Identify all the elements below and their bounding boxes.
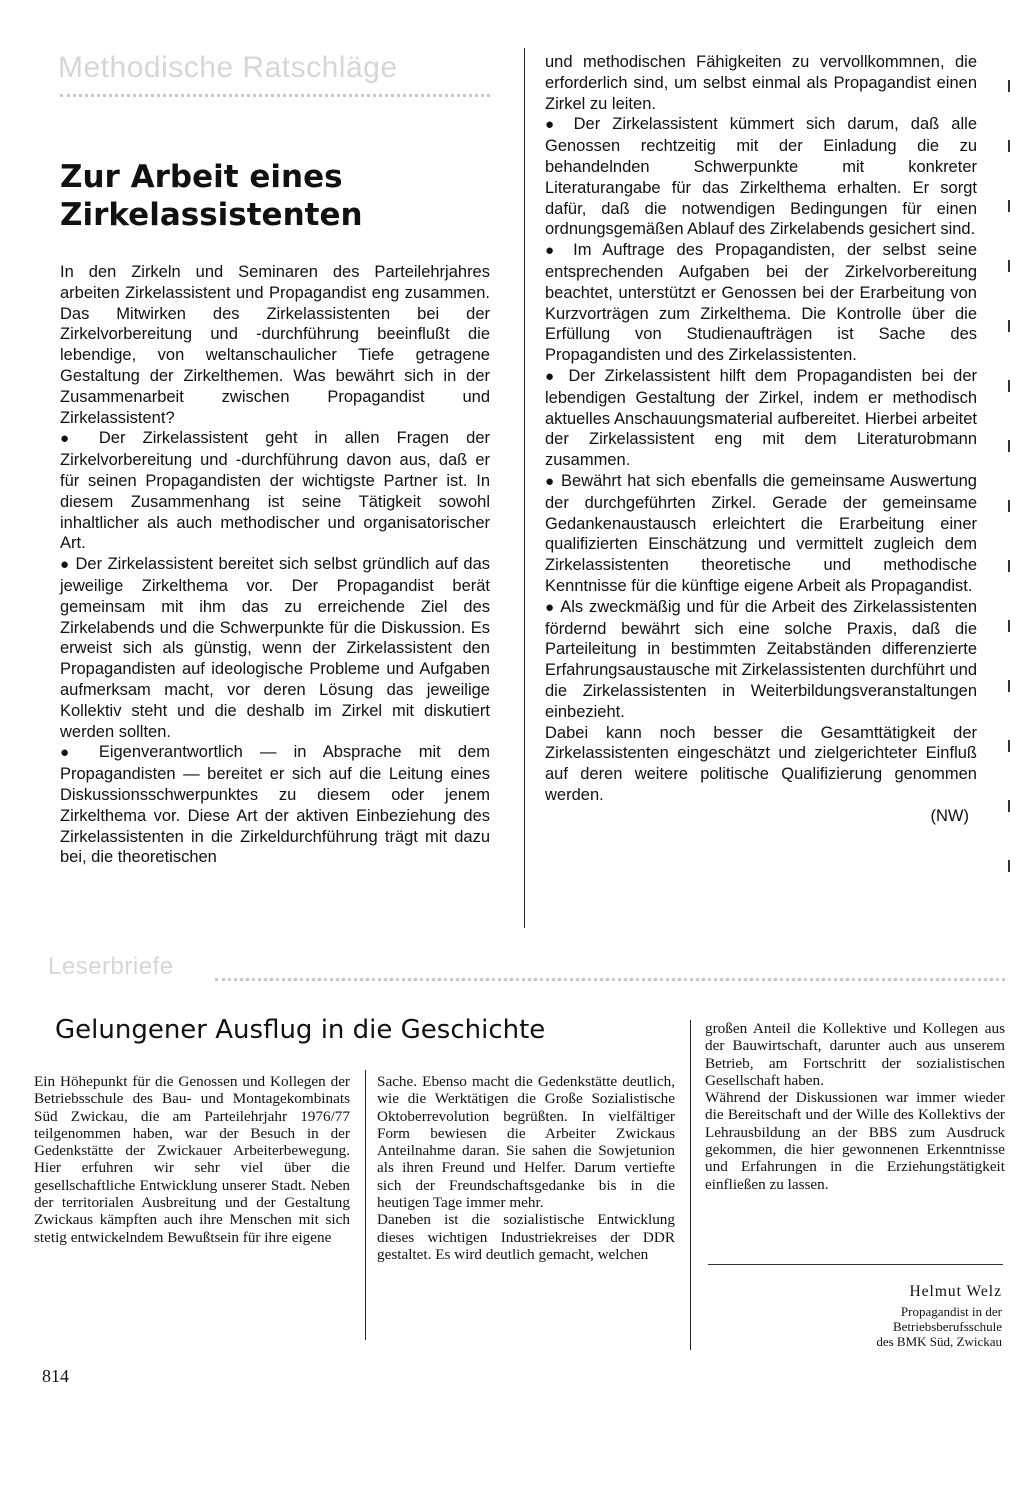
revision-mark bbox=[1008, 260, 1010, 272]
revision-mark bbox=[1008, 500, 1010, 512]
author-role-line: Propagandist in der bbox=[900, 1304, 1002, 1319]
section-header-2-rule bbox=[215, 978, 1005, 981]
list-item bbox=[60, 742, 490, 868]
article-right-column bbox=[545, 52, 977, 826]
letter-column-3 bbox=[705, 1020, 1005, 1193]
article-title-line-1: Zur Arbeit eines bbox=[60, 159, 343, 195]
article-title-line-2: Zirkelassistenten bbox=[60, 197, 363, 233]
list-item bbox=[545, 240, 977, 366]
list-item-text: Bewährt hat sich ebenfalls die gemeinsame Auswertung der durchgeführten Zirkel. Gerade der gemeinsame Gedankenaustausch erleichtert die Erarbeitung einer qualifizierten Einschätzung und vermittelt zugleich dem Zirkelassistenten theoretische und methodische Kenntnisse für die künftige eigene Arbeit als Propagandist. bbox=[545, 471, 977, 595]
list-item-text: Als zweckmäßig und für die Arbeit des Zirkelassistenten fördernd bewährt sich eine solche Praxis, daß die Parteileitung in bestimmten Zeitabständen differenzierte Erfahrungsaustausche mit Zirkelassistenten durchführt und die Zirkelassistenten in Weiterbildungsveranstaltungen einbezieht. bbox=[545, 597, 978, 721]
author-role-line: Betriebsberufsschule bbox=[892, 1319, 1002, 1334]
continued-paragraph: und methodischen Fähigkeiten zu vervollkommnen, die erforderlich sind, um selbst einmal als Propagandist einen Zirkel zu leiten. bbox=[545, 53, 977, 113]
article-2-title: Gelungener Ausflug in die Geschichte bbox=[55, 1015, 546, 1045]
revision-mark bbox=[1008, 680, 1010, 692]
letter-author: Helmut Welz bbox=[909, 1283, 1002, 1300]
bullet-icon: ● bbox=[545, 598, 556, 616]
article-left-column bbox=[60, 262, 490, 868]
letter-paragraph: Ein Höhepunkt für die Genossen und Kollegen der Betriebsschule des Bau- und Montagekombinats Süd Zwickau, die am Parteilehrjahr 1976/77 teilgenommen haben, war der Besuch in der Gedenkstätte der Zwickauer Arbeiterbewegung. Hier erfuhren wir sehr viel über die gesellschaftliche Entwicklung unserer Stadt. Neben der territorialen Ausbreitung und der Gestaltung Zwickaus kämpften auch ihre Menschen mit sich stetig entwickelndem Bewußtsein für ihre eigene bbox=[34, 1073, 350, 1246]
revision-mark bbox=[1008, 620, 1010, 632]
bullet-icon: ● bbox=[60, 744, 82, 762]
list-item bbox=[545, 114, 977, 240]
revision-mark bbox=[1008, 740, 1010, 752]
list-item bbox=[545, 471, 977, 597]
letter-column-2 bbox=[377, 1073, 675, 1263]
letter-paragraph: Während der Diskussionen war immer wieder die Bereitschaft und der Wille des Kollektivs der Lehrausbildung an der BBS zum Ausdruck gekommen, die hier gewonnenen Erkenntnisse und Erfahrungen in die Erziehungstätigkeit einfließen zu lassen. bbox=[705, 1089, 1005, 1193]
intro-paragraph: In den Zirkeln und Seminaren des Parteilehrjahres arbeiten Zirkelassistent und Propagandist eng zusammen. Das Mitwirken des Zirkelassistenten bei der Zirkelvorbereitung und -durchführung beeinflußt die lebendige, von weltanschaulicher Tiefe getragene Gestaltung der Zirkelthemen. Was bewährt sich in der Zusammenarbeit zwischen Propagandist und Zirkelassistent? bbox=[60, 263, 490, 427]
bullet-icon: ● bbox=[545, 116, 562, 134]
bullet-icon: ● bbox=[545, 472, 556, 490]
author-initials: (NW) bbox=[930, 806, 969, 825]
bullet-icon: ● bbox=[545, 242, 562, 260]
list-item bbox=[60, 554, 490, 742]
list-item-text: Der Zirkelassistent bereitet sich selbst gründlich auf das jeweilige Zirkelthema vor. Der Propagandist berät gemeinsam mit ihm das zu erreichende Ziel des Zirkelabends und die Schwerpunkte für die Diskussion. Es erweist sich als günstig, wenn der Zirkelassistent den Propagandisten auf ideologische Probleme und Aufgaben aufmerksam macht, vor deren Lösung das jeweilige Kollektiv steht und die deshalb im Zirkel mit diskutiert werden sollten. bbox=[60, 555, 490, 741]
list-item-text: Der Zirkelassistent hilft dem Propagandisten bei der lebendigen Gestaltung der Zirkel, indem er methodisch aktuelles Anschauungsmaterial aufbereitet. Hierbei arbeitet der Zirkelassistent eng mit dem Literaturobmann zusammen. bbox=[545, 366, 977, 470]
bullet-icon: ● bbox=[60, 430, 82, 448]
column-divider bbox=[524, 48, 525, 928]
letter-paragraph: Sache. Ebenso macht die Gedenkstätte deutlich, wie die Werktätigen die Große Sozialistische Oktoberrevolution begrüßten. In vielfältiger Form bewiesen die Arbeiter Zwickaus Anteilnahme daran. Sie sahen die Sowjetunion als ihren Freund und Helfer. Darum vertiefte sich der Freundschaftsgedanke bis in die heutigen Tage immer mehr. bbox=[377, 1073, 675, 1212]
bullet-icon: ● bbox=[60, 556, 70, 574]
revision-mark bbox=[1008, 860, 1010, 872]
revision-mark bbox=[1008, 800, 1010, 812]
list-item bbox=[545, 597, 977, 723]
page-number: 814 bbox=[42, 1366, 69, 1386]
list-item-text: Im Auftrage des Propagandisten, der selbst seine entsprechenden Aufgaben bei der Zirkelvorbereitung beachtet, unterstützt er Genossen bei der Erarbeitung von Kurzvorträgen zum Zirkelthema. Die Kontrolle über die Erfüllung von Studienaufträgen ist Sache des Propagandisten und des Zirkelassistenten. bbox=[545, 241, 977, 365]
revision-mark bbox=[1008, 440, 1010, 452]
revision-mark bbox=[1008, 200, 1010, 212]
section-header: Methodische Ratschläge bbox=[58, 51, 398, 84]
column-divider bbox=[365, 1070, 366, 1340]
closing-paragraph: Dabei kann noch besser die Gesamttätigkeit der Zirkelassistenten eingeschätzt und zielgerichteter Einfluß auf deren weitere politische Qualifizierung genommen werden. bbox=[545, 723, 977, 804]
list-item-text: Der Zirkelassistent kümmert sich darum, daß alle Genossen rechtzeitig mit der Einladung die zu behandelnden Schwerpunkte mit konkreter Literaturangabe für das Zirkelthema erhalten. Er sorgt dafür, daß die notwendigen Bedingungen für einen ordnungsgemäßen Ablauf des Zirkelabends gesichert sind. bbox=[545, 115, 977, 239]
letter-author-role bbox=[705, 1304, 1002, 1349]
revision-mark bbox=[1008, 320, 1010, 332]
section-header-rule bbox=[60, 94, 490, 97]
letter-signature-divider bbox=[708, 1264, 1003, 1265]
list-item bbox=[545, 366, 977, 471]
bullet-icon: ● bbox=[545, 367, 560, 385]
revision-mark bbox=[1008, 140, 1010, 152]
revision-mark bbox=[1008, 380, 1010, 392]
section-header-2: Leserbriefe bbox=[48, 953, 174, 980]
column-divider bbox=[690, 1020, 691, 1350]
list-item-text: Der Zirkelassistent geht in allen Fragen der Zirkelvorbereitung und -durchführung davon aus, daß er für seinen Propagandisten der wichtigste Partner ist. In diesem Zusammenhang ist seine Tätigkeit sowohl inhaltlicher als auch methodischer und organisatorischer Art. bbox=[60, 429, 491, 553]
revision-mark bbox=[1008, 80, 1010, 92]
margin-revision-marks bbox=[1004, 60, 1016, 920]
letter-column-1 bbox=[34, 1073, 350, 1246]
letter-paragraph: Daneben ist die sozialistische Entwicklung dieses wichtigen Industriekreises der DDR gestaltet. Es wird deutlich gemacht, welchen bbox=[377, 1211, 675, 1263]
article-title bbox=[60, 158, 500, 234]
author-role-line: des BMK Süd, Zwickau bbox=[876, 1334, 1002, 1349]
list-item-text: Eigenverantwortlich — in Absprache mit dem Propagandisten — bereitet er sich auf die Leitung eines Diskussionsschwerpunktes zu diesem oder jenem Zirkelthema vor. Diese Art der aktiven Einbeziehung des Zirkelassistenten in die Zirkeldurchführung trägt mit dazu bei, die theoretischen bbox=[60, 743, 490, 867]
list-item bbox=[60, 428, 490, 554]
revision-mark bbox=[1008, 560, 1010, 572]
letter-paragraph: großen Anteil die Kollektive und Kollegen aus der Bauwirtschaft, darunter auch aus unserem Betrieb, am Fortschritt der sozialistischen Gesellschaft haben. bbox=[705, 1020, 1005, 1089]
